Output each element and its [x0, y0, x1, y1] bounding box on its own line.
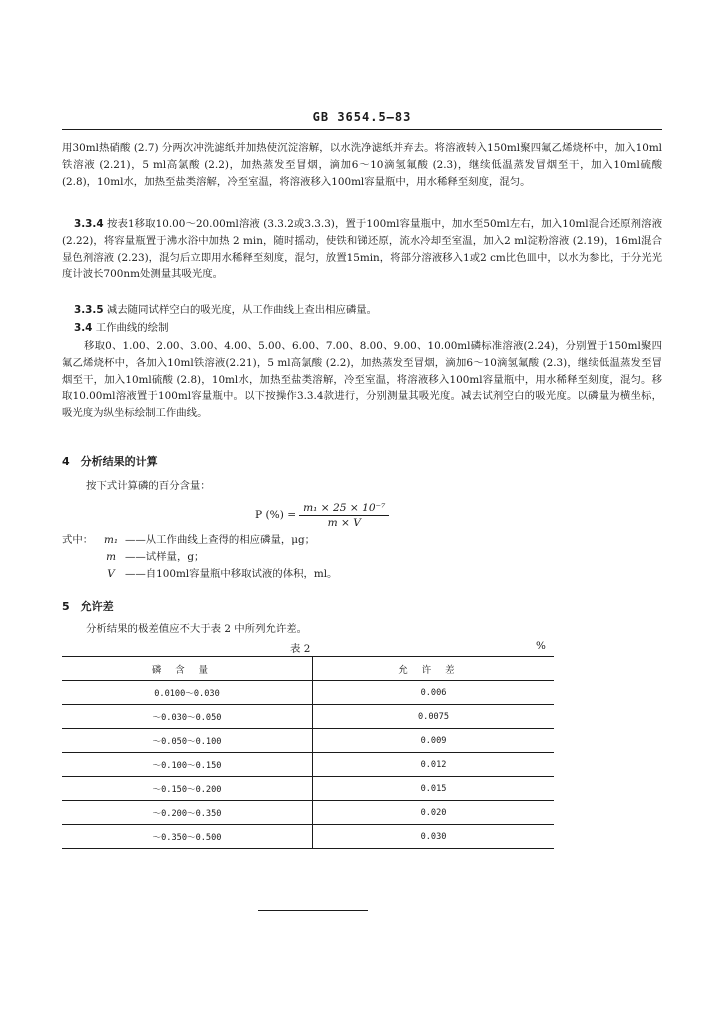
cell-tolerance: 0.0075	[313, 705, 555, 729]
section-number: 3.4	[74, 322, 93, 334]
table-row	[62, 729, 554, 753]
end-rule	[258, 910, 368, 911]
definition-text: ——自100ml容量瓶中移取试液的体积，ml。	[125, 568, 338, 580]
cell-tolerance: 0.012	[313, 753, 555, 777]
cell-range: ～0.350～0.500	[62, 825, 313, 849]
column-header-phosphorus: 磷含量	[62, 657, 313, 681]
cell-range: ～0.100～0.150	[62, 753, 313, 777]
cell-tolerance: 0.009	[313, 729, 555, 753]
header-rule	[62, 129, 662, 130]
table-row	[62, 705, 554, 729]
formula-lhs: P (%) =	[255, 509, 297, 521]
definition-symbol: V	[107, 568, 115, 580]
table-header-row	[62, 657, 554, 681]
paragraph-text: 按下式计算磷的百分含量：	[86, 480, 211, 492]
cell-range: ～0.030～0.050	[62, 705, 313, 729]
heading-section-4: 4 分析结果的计算	[62, 455, 158, 468]
paragraph-text: 分析结果的极差值应不大于表 2 中所列允许差。	[86, 623, 308, 635]
paragraph-text: 移取0、1.00、2.00、3.00、4.00、5.00、6.00、7.00、8.00、9.00、10.00ml磷标准溶液(2.24)，分别置于150ml聚四氟乙烯烧杯中，各加入10ml铁溶液(2.21)，5 ml高氯酸 (2.2)，加热蒸发至冒烟，滴加6～10滴氢氟酸 (2.3)，继续低温蒸发至冒烟至干，加入10ml硫酸 (2.8)，10ml水，加热至盐类溶解，冷至室温，将溶液移入100ml容量瓶中，用水稀释至刻度，混匀。移取10.00ml溶液置于100ml容量瓶中。以下按操作3.3.4款进行，分别测量其吸光度。减去试剂空白的吸光度。以磷量为横坐标，吸光度为纵坐标绘制工作曲线。	[62, 340, 662, 420]
definition-symbol: m	[106, 551, 116, 563]
subsection-title: 工作曲线的绘制	[95, 322, 169, 334]
cell-tolerance: 0.030	[313, 825, 555, 849]
cell-range: ～0.050～0.100	[62, 729, 313, 753]
cell-tolerance: 0.015	[313, 777, 555, 801]
section-number: 3.3.5	[74, 304, 104, 316]
table-row	[62, 825, 554, 849]
definition-text: ——试样量，g；	[125, 551, 205, 563]
paragraph-dissolve	[62, 140, 662, 190]
table-row	[62, 681, 554, 705]
paragraph-text: 用30ml热硝酸 (2.7) 分两次冲洗滤纸并加热使沉淀溶解，以水洗净滤纸并弃去。将溶液转入150ml聚四氟乙烯烧杯中，加入10ml铁溶液 (2.21)，5 ml高氯酸 (2.2)，加热蒸发至冒烟，滴加6～10滴氢氟酸 (2.3)，继续低温蒸发冒烟至干，加入10ml硫酸 (2.8)，10ml水，加热至盐类溶解，冷至室温，将溶液移入100ml容量瓶中，用水稀释至刻度，混匀。	[62, 142, 662, 188]
where-label: 式中：	[62, 534, 94, 546]
cell-range: ～0.150～0.200	[62, 777, 313, 801]
definition-text: ——从工作曲线上查得的相应磷量，μg；	[125, 534, 316, 546]
section-number: 3.3.4	[74, 218, 104, 230]
table-row	[62, 801, 554, 825]
definition-symbol: m₁	[103, 534, 119, 546]
table-unit: %	[536, 640, 546, 652]
definition-row	[62, 549, 337, 566]
cell-tolerance: 0.006	[313, 681, 555, 705]
subsection-3-4	[62, 320, 662, 337]
phosphorus-formula	[255, 498, 389, 532]
calc-intro	[86, 478, 486, 495]
cell-tolerance: 0.020	[313, 801, 555, 825]
heading-section-5: 5 允许差	[62, 600, 114, 613]
tolerance-table	[62, 656, 554, 849]
formula-numerator: m₁ × 25 × 10⁻⁷	[299, 502, 389, 516]
table-caption: 表 2	[290, 643, 311, 655]
paragraph-text: 按表1移取10.00～20.00ml溶液 (3.3.2或3.3.3)，置于100ml容量瓶中，加水至50ml左右，加入10ml混合还原剂溶液 (2.22)，将容量瓶置于沸水浴中加热 2 min，随时摇动，使铁和锑还原，流水冷却至室温，加入2 ml淀粉溶液 (2.19)，16ml混合显色剂溶液 (2.23)，混匀后立即用水稀释至刻度，混匀，放置15min，将部分溶液移入1或2 cm比色皿中，以水为参比，于分光光度计波长700nm处测量其吸光度。	[62, 218, 662, 281]
definition-row	[62, 566, 337, 583]
variable-definitions	[62, 532, 337, 583]
table-row	[62, 777, 554, 801]
column-header-tolerance: 允许差	[313, 657, 555, 681]
formula-fraction	[299, 502, 389, 529]
standard-code: GB 3654.5—83	[312, 110, 412, 124]
paragraph-3-3-4	[62, 216, 662, 283]
cell-range: 0.0100～0.030	[62, 681, 313, 705]
paragraph-calibration	[62, 338, 662, 422]
tolerance-intro	[86, 621, 486, 638]
paragraph-3-3-5	[62, 302, 662, 319]
formula-denominator: m × V	[327, 516, 361, 529]
paragraph-text: 减去随同试样空白的吸光度，从工作曲线上查出相应磷量。	[106, 304, 378, 316]
table-row	[62, 753, 554, 777]
definition-row	[62, 532, 337, 549]
cell-range: ～0.200～0.350	[62, 801, 313, 825]
